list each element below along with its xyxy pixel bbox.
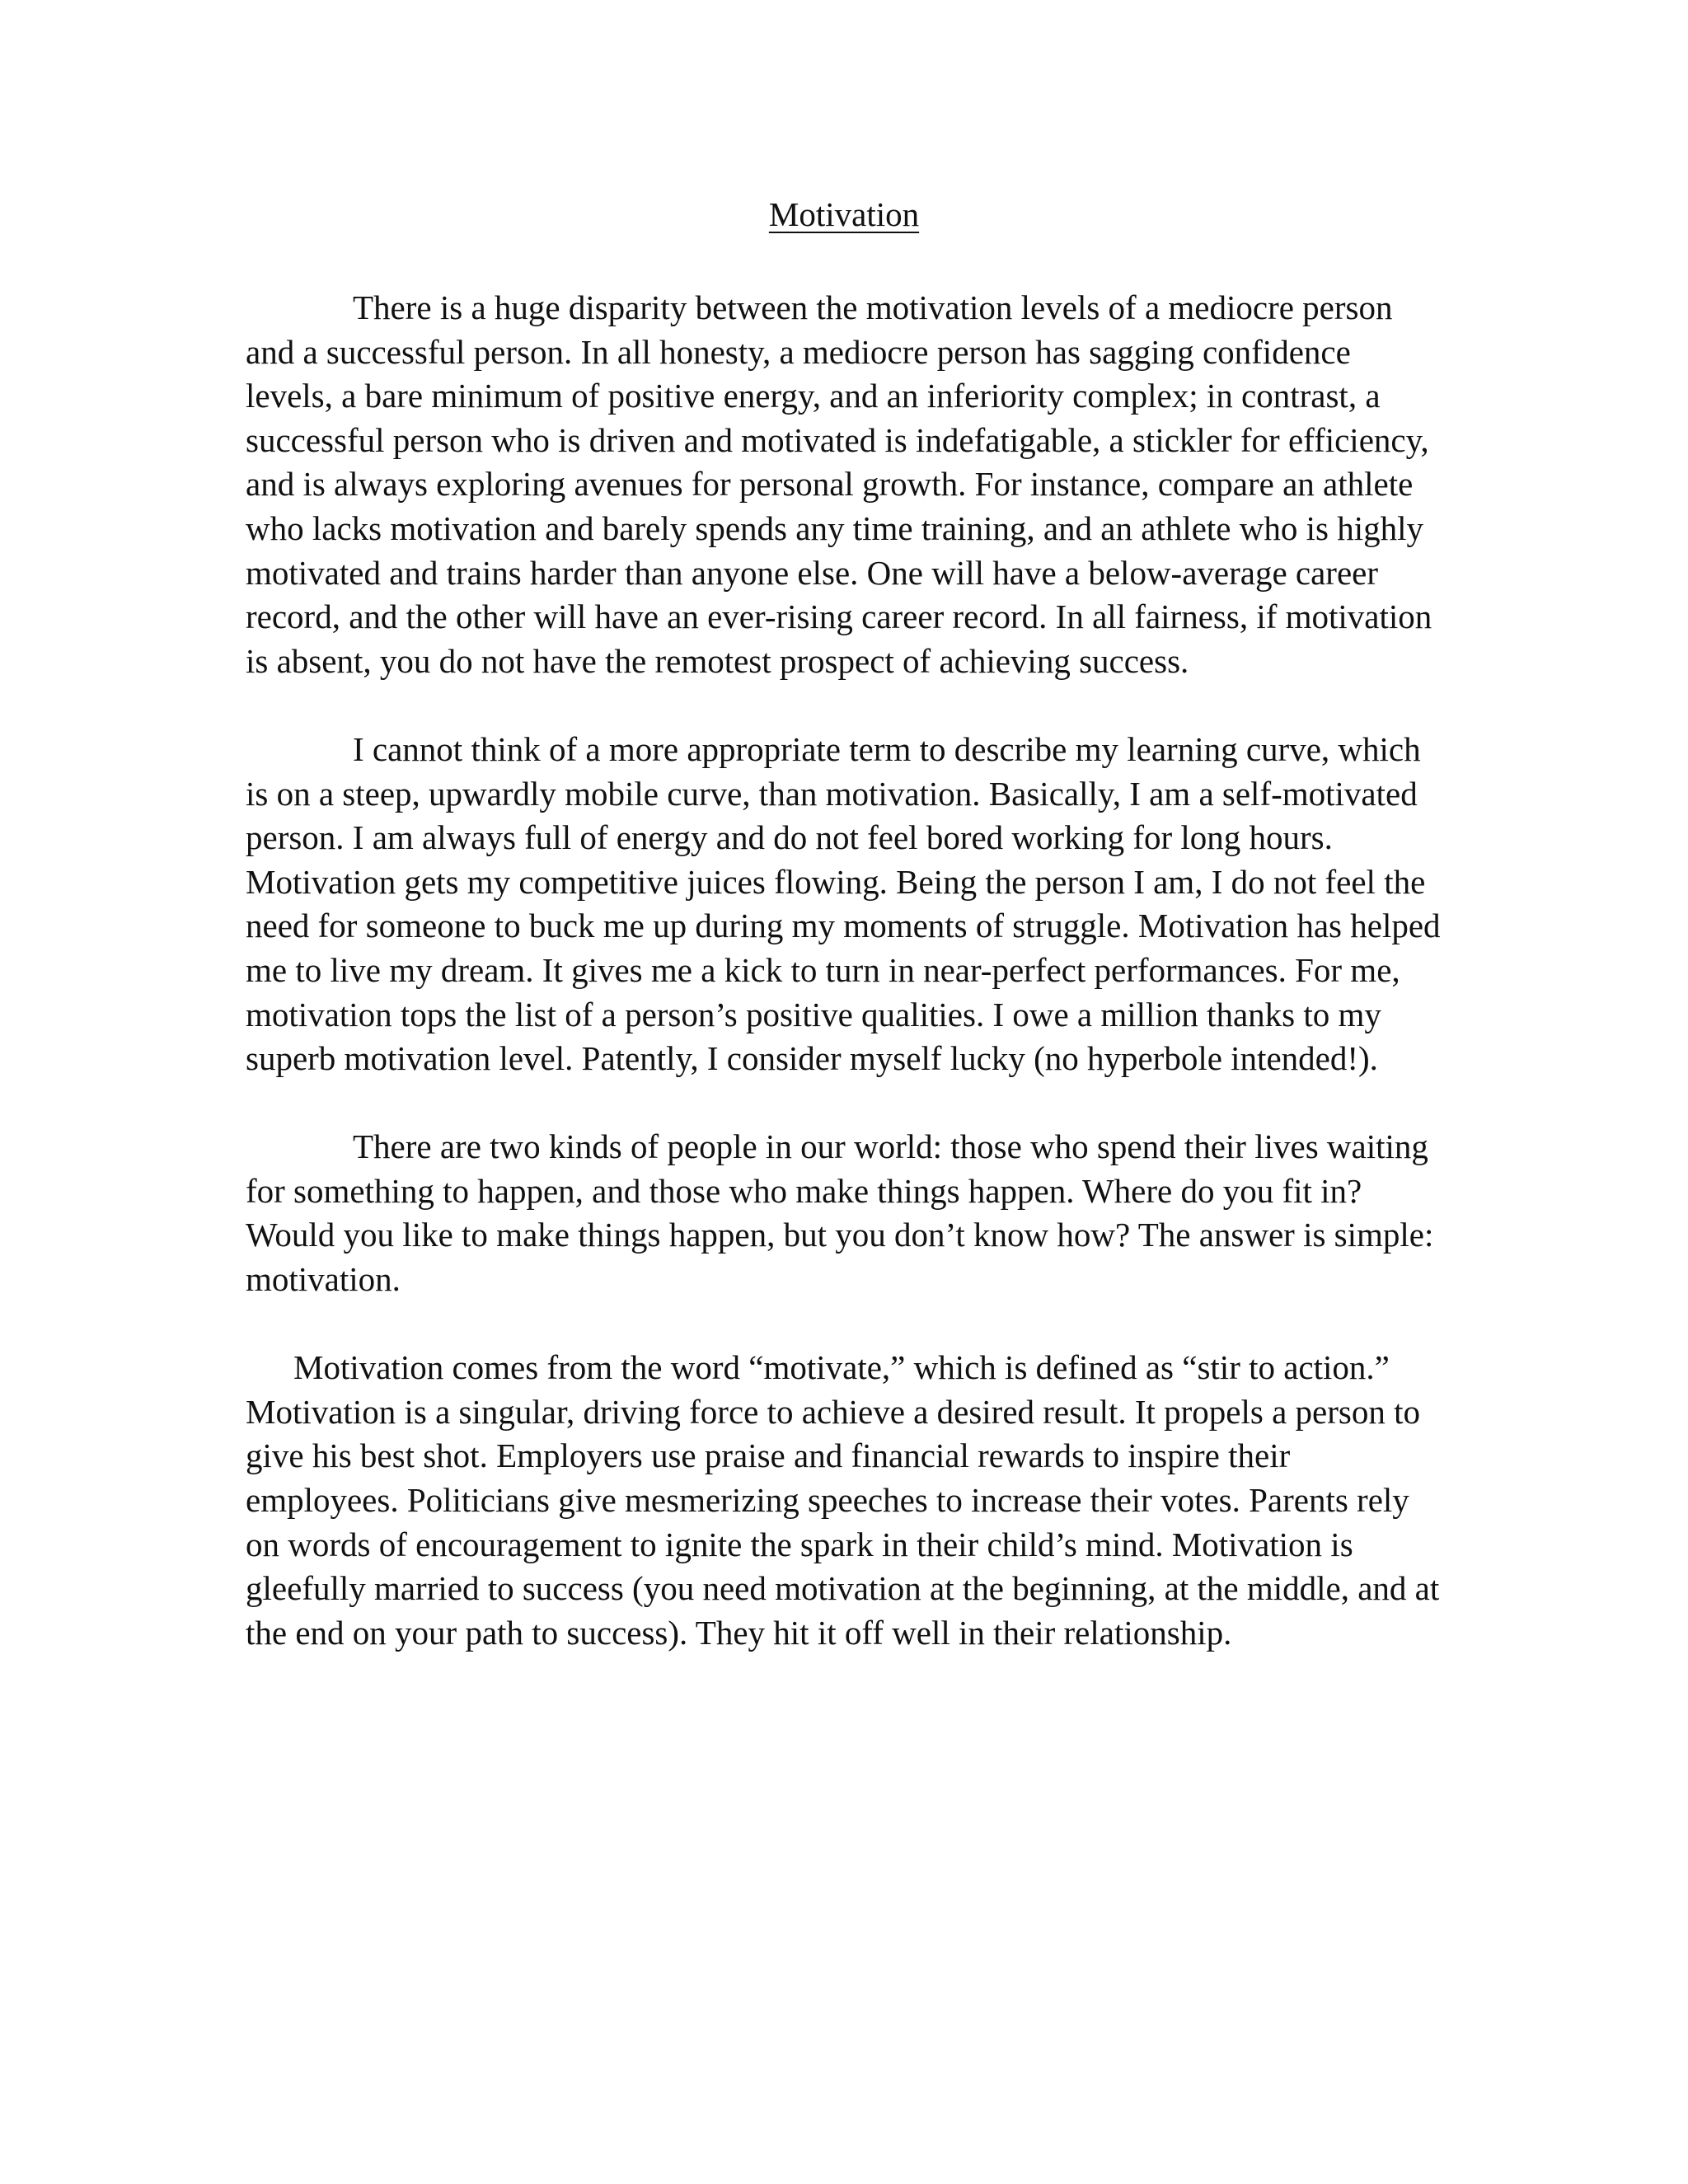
paragraph-2: I cannot think of a more appropriate term to describe my learning curve, which is on a steep, upwardly mobile curve, than motivation. Basically, I am a self-motivated person. I am always full of energy and do not feel bored working for long hours. Motivation gets my competitive juices flowing. Being the person I am, I do not feel the need for someone to buck me up during my moments of struggle. Motivation has helped me to live my dream. It gives me a kick to turn in near-perfect performances. For me, motivation tops the list of a person’s positive qualities. I owe a million thanks to my superb motivation level. Patently, I consider myself lucky (no hyperbole intended!). (246, 729, 1441, 1078)
paragraph-3: There are two kinds of people in our world: those who spend their lives waiting for something to happen, and those who make things happen. Where do you fit in? Would you like to make things happen, but you don’t know how? The answer is simple: motivation. (246, 1127, 1434, 1299)
document-body (246, 286, 1442, 1699)
paragraph-1: There is a huge disparity between the motivation levels of a mediocre person and a successful person. In all honesty, a mediocre person has sagging confidence levels, a bare minimum of positive energy, and an inferiority complex; in contrast, a successful person who is driven and motivated is indefatigable, a stickler for efficiency, and is always exploring avenues for personal growth. For instance, compare an athlete who lacks motivation and barely spends any time training, and an athlete who is highly motivated and trains harder than anyone else. One will have a below-average career record, and the other will have an ever-rising career record. In all fairness, if motivation is absent, you do not have the remotest prospect of achieving success. (246, 288, 1432, 680)
paragraph-4: Motivation comes from the word “motivate,” which is defined as “stir to action.” Motivation is a singular, driving force to achieve a desired result. It propels a person to give his best shot. Employers use praise and financial rewards to inspire their employees. Politicians give mesmerizing speeches to increase their votes. Parents rely on words of encouragement to ignite the spark in their child’s mind. Motivation is gleefully married to success (you need motivation at the beginning, at the middle, and at the end on your path to success). They hit it off well in their relationship. (246, 1348, 1440, 1652)
page-title (0, 192, 1688, 237)
title-text: Motivation (768, 195, 920, 233)
